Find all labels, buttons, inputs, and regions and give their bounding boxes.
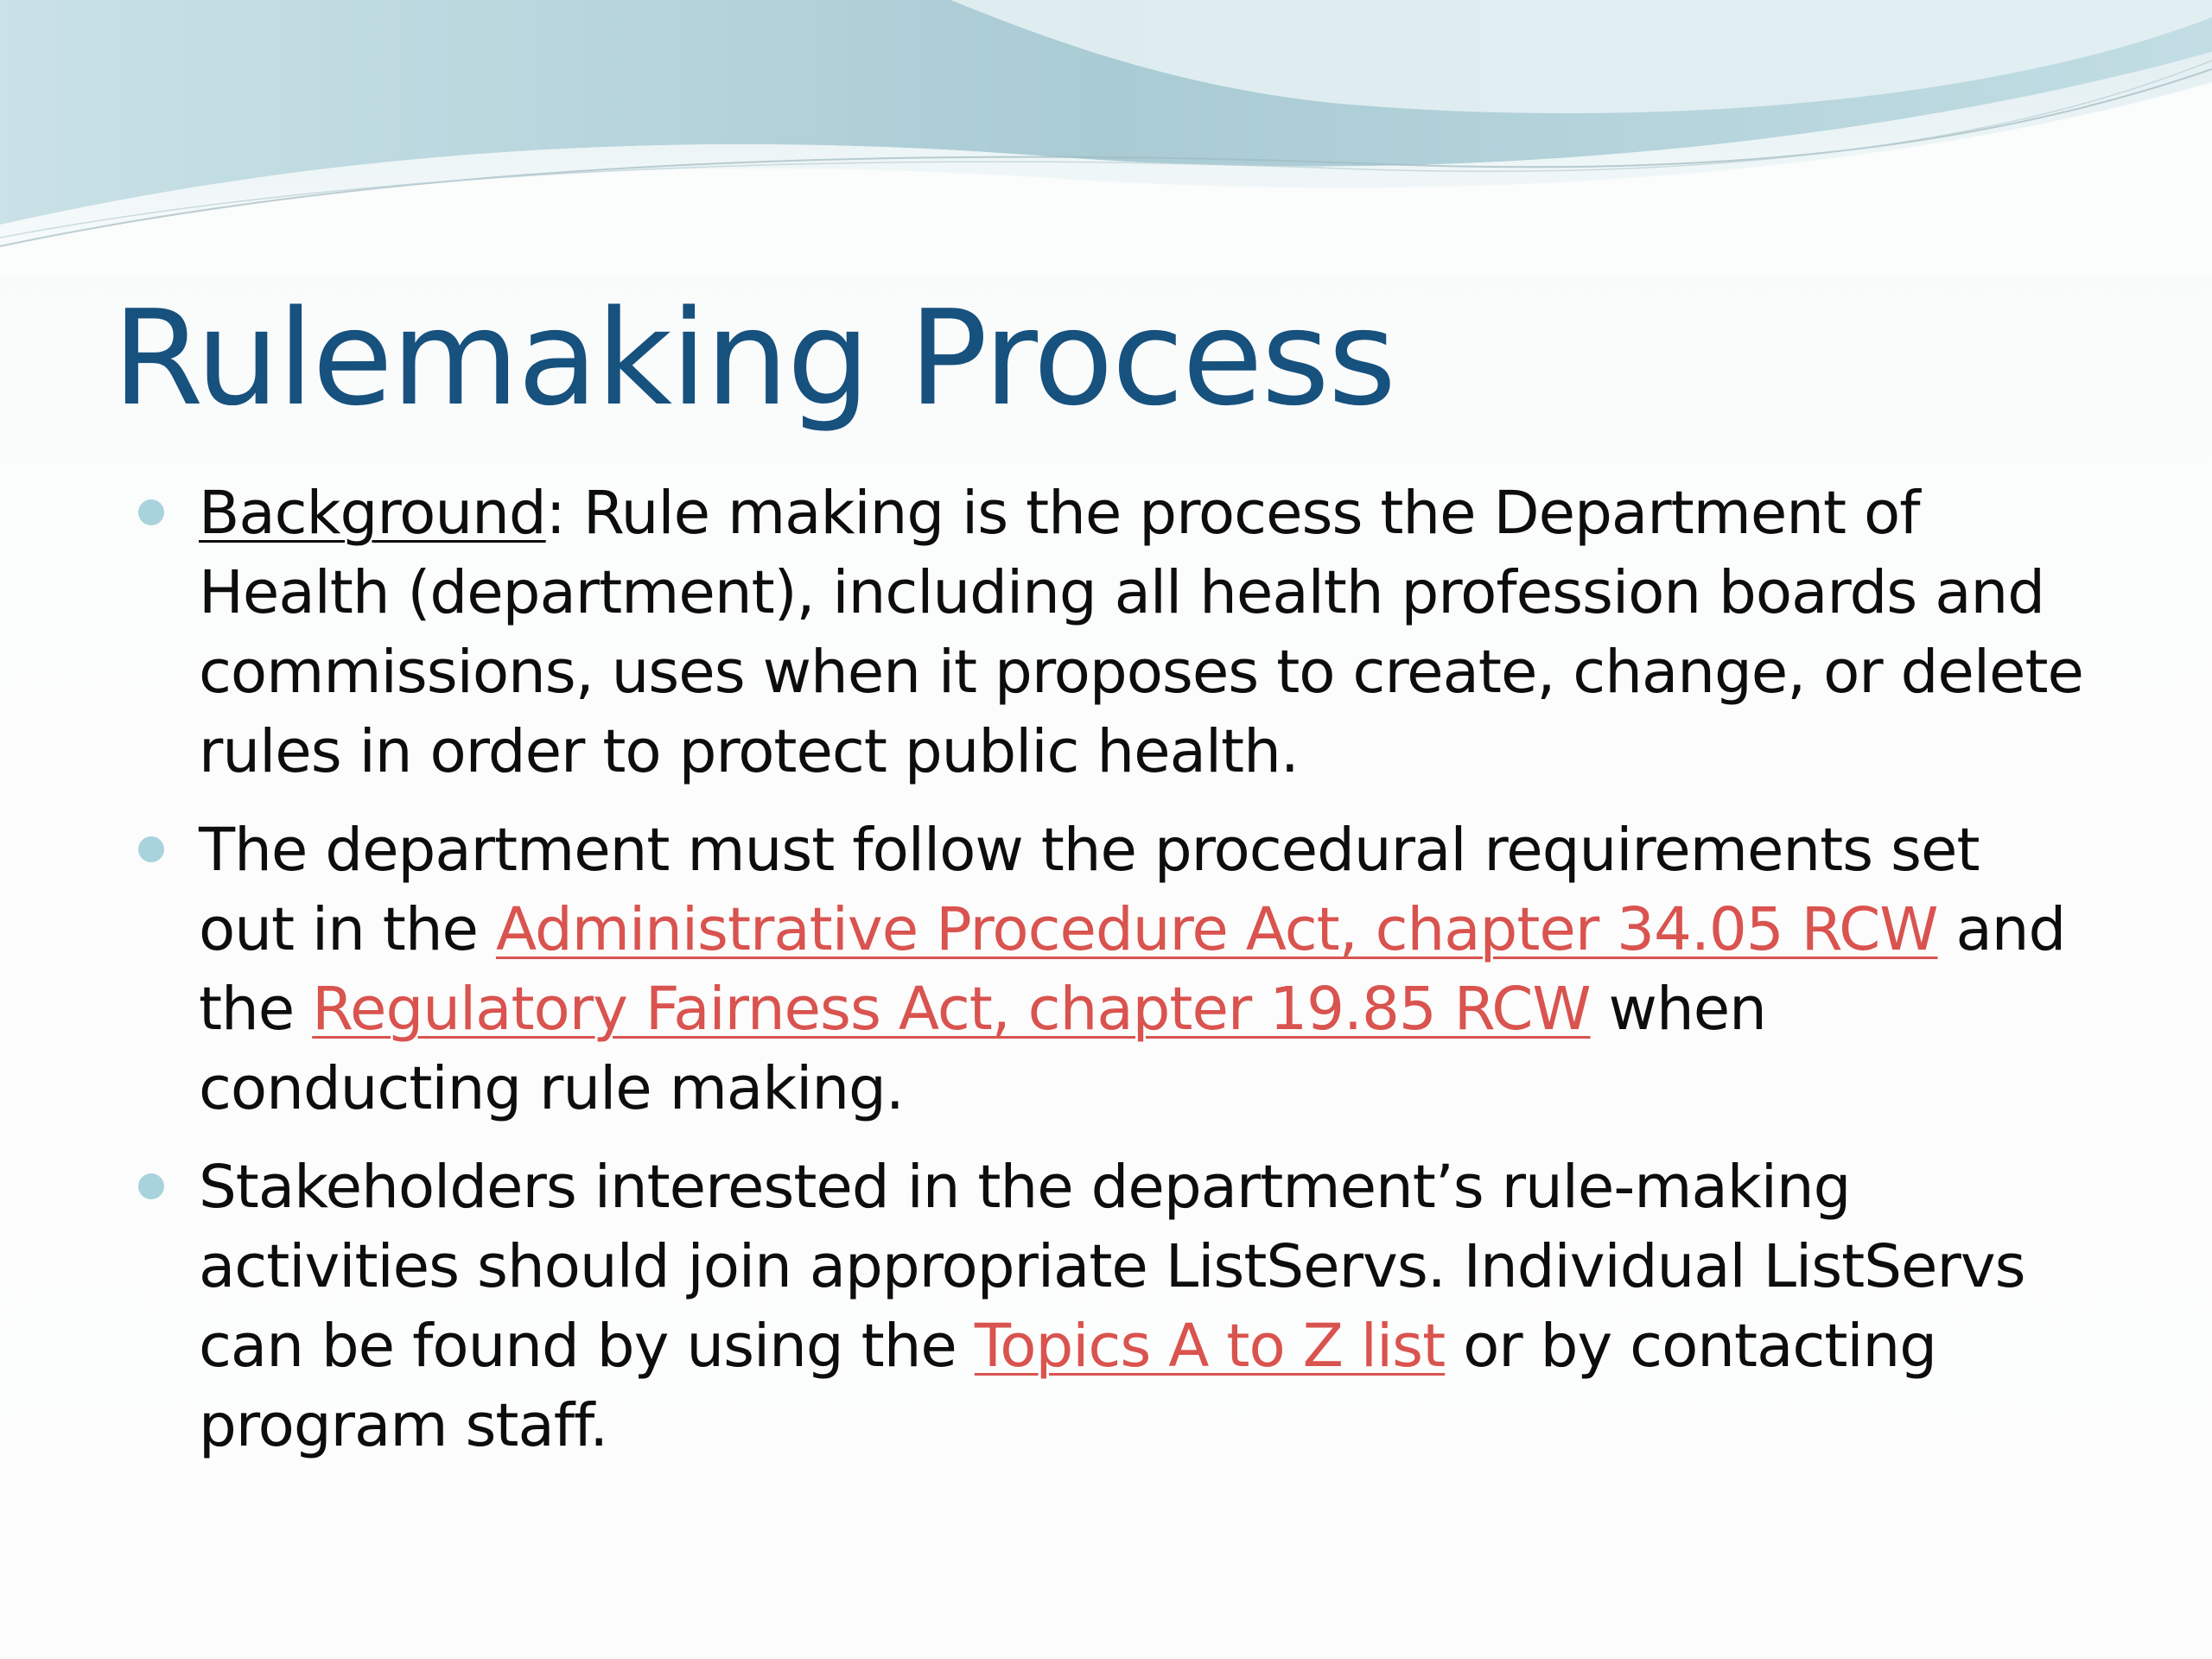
bullet-procedural-requirements [138, 810, 2091, 1128]
background-label: Background [199, 479, 546, 548]
topics-a-to-z-link[interactable]: Topics A to Z list [974, 1312, 1446, 1381]
bullet-dot-icon [138, 836, 164, 862]
slide-title: Rulemaking Process [112, 282, 1395, 435]
stakeholders-text-before: Stakeholders interested in the department’s rule-making activities should join appropriate ListServs. Individual ListServs can be found by using the [199, 1153, 2025, 1381]
procedural-text-before: The department must follow the procedural requirements set out in the [199, 816, 1980, 964]
procedural-text-middle: and the [199, 895, 2066, 1044]
bullet-dot-icon [138, 499, 164, 525]
bullet-dot-icon [138, 1173, 164, 1199]
administrative-procedure-act-link[interactable]: Administrative Procedure Act, chapter 34.05 RCW [495, 895, 1938, 964]
header-wave-decoration [0, 0, 2212, 276]
procedural-text-after: when conducting rule making. [199, 975, 1766, 1123]
regulatory-fairness-act-link[interactable]: Regulatory Fairness Act, chapter 19.85 RCW [312, 975, 1591, 1044]
bullet-list [138, 474, 2091, 1484]
stakeholders-text-after: or by contacting program staff. [199, 1312, 1937, 1460]
bullet-stakeholders [138, 1147, 2091, 1465]
bullet-background [138, 474, 2091, 791]
background-text: : Rule making is the process the Department of Health (department), including all health profession boards and commissions, uses when it proposes to create, change, or delete rules in order to protect public health. [199, 479, 2083, 786]
